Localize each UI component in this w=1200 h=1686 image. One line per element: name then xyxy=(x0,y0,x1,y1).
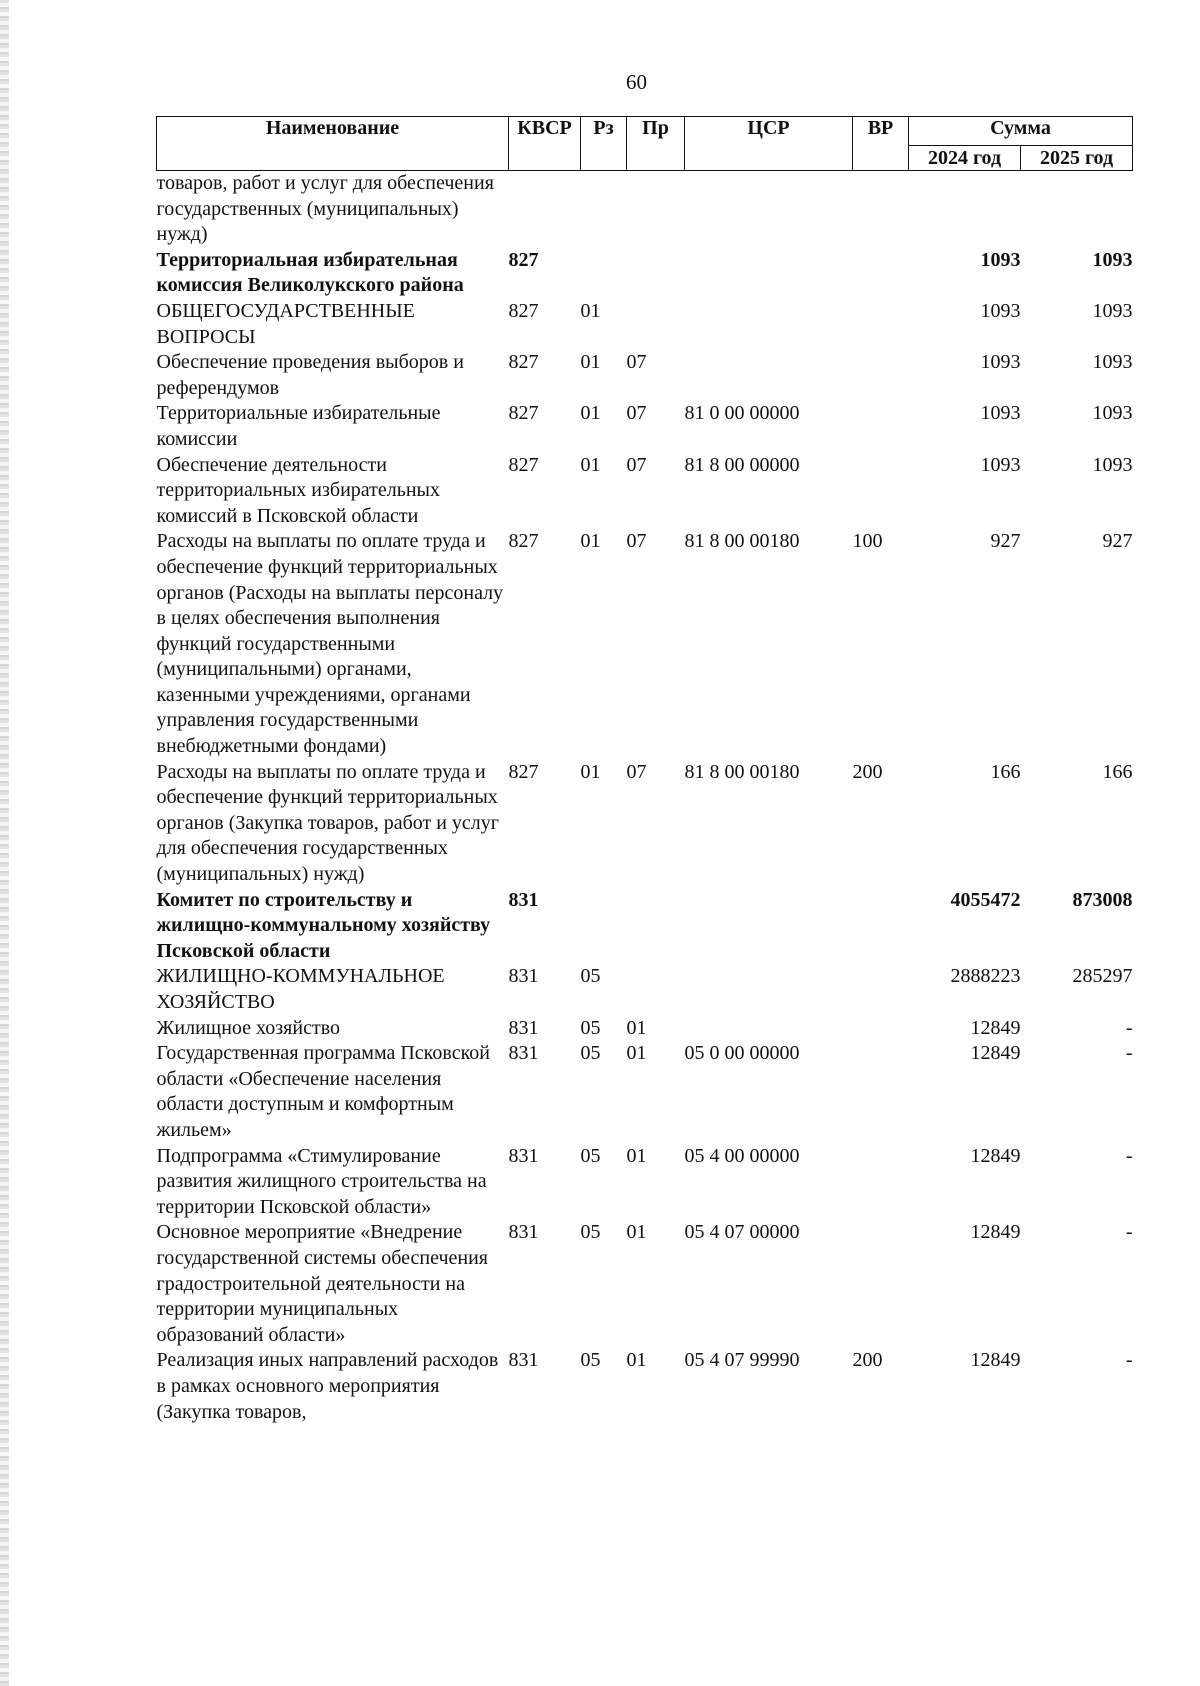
budget-table xyxy=(156,116,1133,1425)
table-row xyxy=(157,964,1133,1015)
row-name: Расходы на выплаты по оплате труда и обеспечение функций территориальных органов (Закупка товаров, работ и услуг для обеспечения государственных (муниципальных) нужд) xyxy=(156,760,499,886)
row-sum-2024: 1093 xyxy=(980,402,1021,425)
row-rz: 01 xyxy=(580,351,601,374)
table-row xyxy=(157,1144,1133,1221)
row-sum-2024: 1093 xyxy=(980,248,1021,271)
row-vr xyxy=(853,964,909,1015)
row-sum-2025: 1093 xyxy=(1092,402,1133,425)
row-vr xyxy=(853,350,909,401)
row-sum-2025: 1093 xyxy=(1092,453,1133,476)
row-kvsr: 827 xyxy=(508,402,539,425)
row-vr xyxy=(853,401,909,452)
row-name: ЖИЛИЩНО-КОММУНАЛЬНОЕ ХОЗЯЙСТВО xyxy=(156,965,445,1013)
row-kvsr: 831 xyxy=(508,1016,539,1039)
row-name: Основное мероприятие «Внедрение государственной системы обеспечения градостроительной деятельности на территории муниципальных образований области» xyxy=(156,1221,488,1346)
scan-edge xyxy=(0,0,9,1686)
row-kvsr: 831 xyxy=(508,1221,539,1244)
row-sum-2025: - xyxy=(1125,1042,1133,1065)
table-row xyxy=(157,1220,1133,1348)
row-rz: 05 xyxy=(580,1042,601,1065)
row-sum-2024: 4055472 xyxy=(950,888,1021,911)
header-year-2024: 2024 год xyxy=(909,146,1021,171)
header-rz: Рз xyxy=(581,117,627,171)
row-kvsr: 827 xyxy=(508,453,539,476)
row-rz: 01 xyxy=(580,299,601,322)
row-kvsr xyxy=(509,171,581,248)
row-sum-2025: 285297 xyxy=(1072,965,1133,988)
row-name: Государственная программа Псковской области «Обеспечение населения области доступным и комфортным жильем» xyxy=(156,1042,490,1141)
row-kvsr: 827 xyxy=(508,760,539,783)
row-csr xyxy=(685,964,853,1015)
row-sum-2025: - xyxy=(1125,1144,1133,1167)
row-pr: 07 xyxy=(626,530,647,553)
row-sum-2024: 12849 xyxy=(970,1144,1021,1167)
row-csr: 05 4 00 00000 xyxy=(684,1144,800,1167)
row-sum-2024: 1093 xyxy=(980,351,1021,374)
row-pr xyxy=(627,888,685,965)
row-csr xyxy=(685,888,853,965)
table-row xyxy=(157,1348,1133,1425)
row-pr: 07 xyxy=(626,760,647,783)
table-row xyxy=(157,248,1133,299)
row-sum-2024: 1093 xyxy=(980,453,1021,476)
row-name: Подпрограмма «Стимулирование развития жилищного строительства на территории Псковской области» xyxy=(156,1144,487,1218)
row-vr: 200 xyxy=(852,760,883,783)
page-number: 60 xyxy=(626,70,647,94)
row-pr: 07 xyxy=(626,351,647,374)
row-vr xyxy=(853,1220,909,1348)
row-name: Территориальная избирательная комиссия Великолукского района xyxy=(156,248,464,297)
header-name: Наименование xyxy=(157,117,509,171)
row-rz: 05 xyxy=(580,965,601,988)
header-kvsr: КВСР xyxy=(509,117,581,171)
table-row xyxy=(157,760,1133,888)
row-pr: 01 xyxy=(626,1349,647,1372)
row-sum-2025: 873008 xyxy=(1072,888,1133,911)
header-year-2025: 2025 год xyxy=(1021,146,1133,171)
row-sum-2025: 1093 xyxy=(1092,248,1133,271)
row-rz: 01 xyxy=(580,402,601,425)
row-vr xyxy=(853,171,909,248)
row-sum-2024: 1093 xyxy=(980,299,1021,322)
row-sum-2024: 12849 xyxy=(970,1016,1021,1039)
row-vr xyxy=(853,888,909,965)
row-pr: 07 xyxy=(626,453,647,476)
row-vr xyxy=(853,1016,909,1042)
row-pr: 07 xyxy=(626,402,647,425)
row-name: Жилищное хозяйство xyxy=(156,1016,340,1039)
row-csr xyxy=(685,1016,853,1042)
row-rz: 05 xyxy=(580,1221,601,1244)
row-pr: 01 xyxy=(626,1042,647,1065)
row-csr: 05 4 07 99990 xyxy=(684,1349,800,1372)
row-rz: 05 xyxy=(580,1016,601,1039)
row-csr xyxy=(685,171,853,248)
row-csr: 81 8 00 00000 xyxy=(684,453,800,476)
row-kvsr: 827 xyxy=(508,530,539,553)
row-csr: 81 0 00 00000 xyxy=(684,402,800,425)
row-sum-2025: 1093 xyxy=(1092,351,1133,374)
row-pr: 01 xyxy=(626,1144,647,1167)
row-rz: 01 xyxy=(580,530,601,553)
row-pr xyxy=(627,964,685,1015)
table-row xyxy=(157,453,1133,530)
row-sum-2024: 166 xyxy=(990,760,1021,783)
row-sum-2024: 2888223 xyxy=(950,965,1021,988)
row-csr xyxy=(685,350,853,401)
row-vr: 200 xyxy=(852,1349,883,1372)
row-kvsr: 831 xyxy=(508,1042,539,1065)
row-rz: 05 xyxy=(580,1349,601,1372)
row-sum-2025: - xyxy=(1125,1016,1133,1039)
row-rz xyxy=(581,171,627,248)
row-sum-2024: 12849 xyxy=(970,1042,1021,1065)
table-row xyxy=(157,1016,1133,1042)
row-kvsr: 831 xyxy=(508,1349,539,1372)
table-row xyxy=(157,299,1133,350)
row-vr xyxy=(853,299,909,350)
row-sum-2024: 927 xyxy=(990,530,1021,553)
row-name: Территориальные избирательные комиссии xyxy=(156,402,441,450)
row-rz: 01 xyxy=(580,760,601,783)
row-rz xyxy=(581,248,627,299)
row-pr: 01 xyxy=(626,1016,647,1039)
table-row xyxy=(157,1041,1133,1143)
row-sum-2025: 1093 xyxy=(1092,299,1133,322)
row-name: Расходы на выплаты по оплате труда и обеспечение функций территориальных органов (Расходы на выплаты персоналу в целях обеспечения выполнения функций государственными (муниципальными) органами, казенными учреждениями, органами управления государственными внебюджетными фондами) xyxy=(156,530,504,758)
header-csr: ЦСР xyxy=(685,117,853,171)
row-kvsr: 827 xyxy=(508,299,539,322)
table-row xyxy=(157,529,1133,759)
row-vr xyxy=(853,453,909,530)
row-name: Обеспечение деятельности территориальных избирательных комиссий в Псковской области xyxy=(156,453,440,527)
row-sum-2024: 12849 xyxy=(970,1221,1021,1244)
row-csr: 05 4 07 00000 xyxy=(684,1221,800,1244)
row-vr xyxy=(853,1041,909,1143)
row-csr: 81 8 00 00180 xyxy=(684,530,800,553)
row-sum-2025: 927 xyxy=(1102,530,1133,553)
row-csr xyxy=(685,248,853,299)
row-sum-2024 xyxy=(909,171,1021,248)
row-sum-2025: - xyxy=(1125,1221,1133,1244)
row-sum-2024: 12849 xyxy=(970,1349,1021,1372)
row-csr: 81 8 00 00180 xyxy=(684,760,800,783)
row-pr: 01 xyxy=(626,1221,647,1244)
row-rz: 01 xyxy=(580,453,601,476)
row-vr xyxy=(853,248,909,299)
row-pr xyxy=(627,299,685,350)
row-vr xyxy=(853,1144,909,1221)
row-sum-2025: 166 xyxy=(1102,760,1133,783)
table-row xyxy=(157,888,1133,965)
row-pr xyxy=(627,248,685,299)
row-csr xyxy=(685,299,853,350)
row-csr: 05 0 00 00000 xyxy=(684,1042,800,1065)
row-rz xyxy=(581,888,627,965)
row-kvsr: 827 xyxy=(508,248,539,271)
row-kvsr: 831 xyxy=(508,1144,539,1167)
table-body xyxy=(157,171,1133,1426)
row-vr: 100 xyxy=(852,530,883,553)
row-pr xyxy=(627,171,685,248)
header-vr: ВР xyxy=(853,117,909,171)
header-sum: Сумма xyxy=(909,117,1133,146)
table-row xyxy=(157,350,1133,401)
row-name: Комитет по строительству и жилищно-коммунальному хозяйству Псковской области xyxy=(156,888,491,962)
row-kvsr: 827 xyxy=(508,351,539,374)
row-name: Обеспечение проведения выборов и референдумов xyxy=(156,351,464,399)
header-pr: Пр xyxy=(627,117,685,171)
row-name: товаров, работ и услуг для обеспечения государственных (муниципальных) нужд) xyxy=(156,172,494,246)
row-kvsr: 831 xyxy=(508,888,539,911)
row-name: ОБЩЕГОСУДАРСТВЕННЫЕ ВОПРОСЫ xyxy=(156,299,415,348)
row-sum-2025 xyxy=(1021,171,1133,248)
row-rz: 05 xyxy=(580,1144,601,1167)
table-row xyxy=(157,401,1133,452)
table-row xyxy=(157,171,1133,248)
row-sum-2025: - xyxy=(1125,1349,1133,1372)
table-header xyxy=(157,117,1133,171)
row-name: Реализация иных направлений расходов в рамках основного мероприятия (Закупка товаров, xyxy=(156,1349,499,1423)
row-kvsr: 831 xyxy=(508,965,539,988)
